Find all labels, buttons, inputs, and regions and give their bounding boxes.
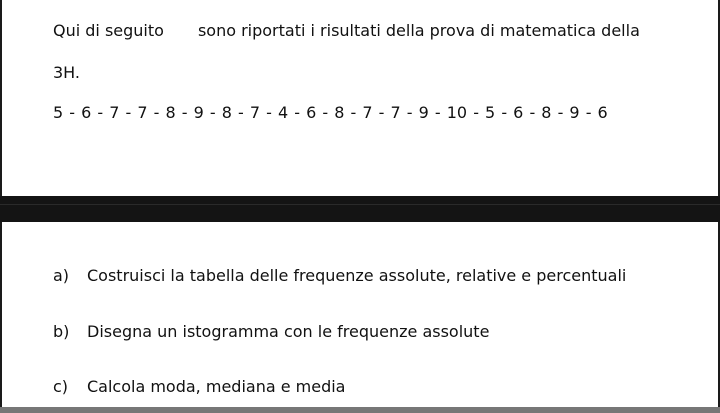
separator-band <box>0 196 720 222</box>
data-values: 5 - 6 - 7 - 7 - 8 - 9 - 8 - 7 - 4 - 6 - 8 - 7 - 7 - 9 - 10 - 5 - 6 - 8 - 9 - 6 <box>53 103 608 122</box>
task-b-letter: b) <box>53 322 70 341</box>
task-a-letter: a) <box>53 266 70 285</box>
bottom-border <box>0 407 720 413</box>
task-c-letter: c) <box>53 377 69 396</box>
separator-stripe <box>0 204 720 205</box>
intro-part-1: Qui di seguito <box>53 21 164 40</box>
task-b-text: Disegna un istogramma con le frequenze assolute <box>87 322 490 341</box>
intro-part-2: sono riportati i risultati della prova di matematica della <box>197 21 640 40</box>
task-a <box>53 266 626 286</box>
task-c <box>53 377 345 397</box>
intro-line-1 <box>53 21 640 41</box>
intro-line-2: 3H. <box>53 63 81 82</box>
task-a-text: Costruisci la tabella delle frequenze assolute, relative e percentuali <box>87 266 627 285</box>
task-c-text: Calcola moda, mediana e media <box>87 377 346 396</box>
task-b <box>53 322 489 342</box>
